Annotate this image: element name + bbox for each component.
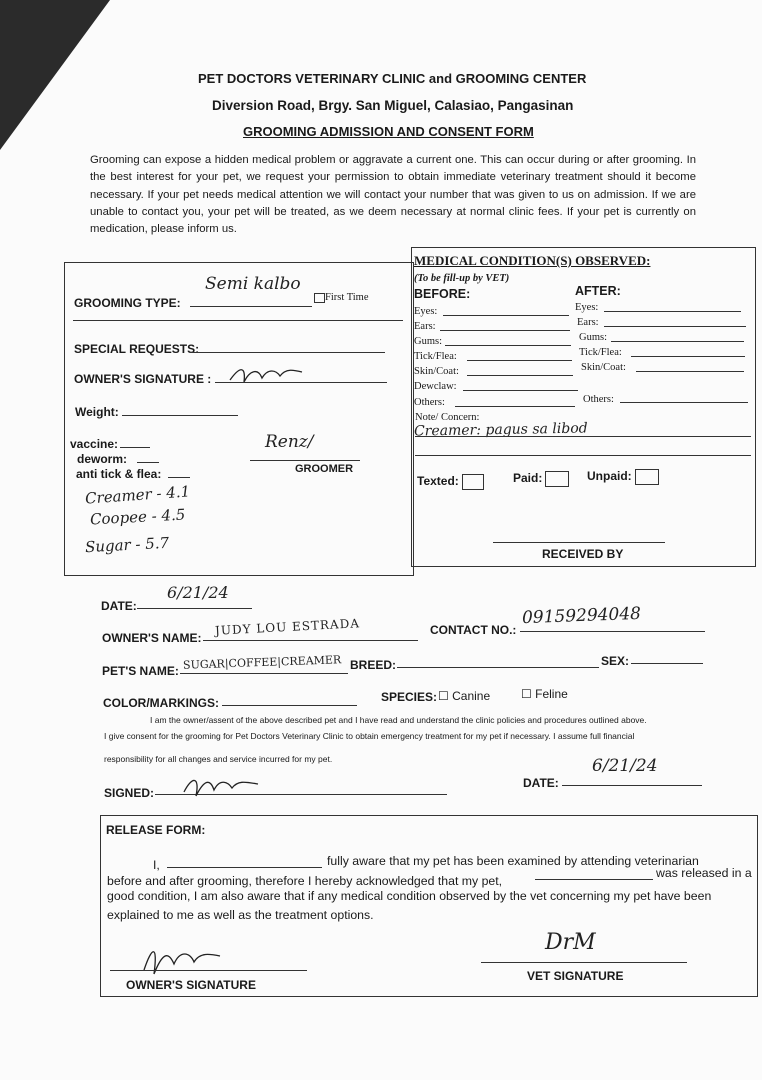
after-others-label: Others: — [583, 394, 614, 405]
paid-option[interactable] — [513, 471, 569, 487]
paid-checkbox[interactable] — [545, 471, 569, 487]
weight-line — [122, 415, 238, 416]
before-label: BEFORE: — [414, 287, 471, 301]
pet-name-label: PET'S NAME: — [102, 664, 179, 678]
consent-text-2: I give consent for the grooming for Pet Doctors Veterinary Clinic to obtain emergency treatment for my pet if necessary. I assume full financial — [104, 731, 635, 741]
contact-line — [520, 631, 705, 632]
anti-tick-label: anti tick & flea: — [76, 467, 162, 481]
texted-label: Texted: — [417, 474, 459, 489]
clinic-address: Diversion Road, Brgy. San Miguel, Calasiao, Pangasinan — [212, 98, 574, 113]
breed-line — [397, 667, 599, 668]
owner-release-signature-line — [110, 970, 307, 971]
release-line1-a: I, — [153, 858, 160, 872]
note-concern-value[interactable]: Creamer: pagus sa libod — [413, 420, 588, 440]
species-label: SPECIES: — [381, 690, 438, 704]
before-dewclaw-line — [463, 390, 578, 391]
after-gums-line — [611, 341, 744, 342]
unpaid-label: Unpaid: — [587, 469, 632, 484]
anti-tick-line — [168, 477, 190, 478]
unpaid-option[interactable] — [587, 469, 659, 485]
grooming-type-line — [190, 306, 312, 307]
vet-signature-value[interactable]: DrM — [545, 930, 596, 955]
intro-paragraph: Grooming can expose a hidden medical problem or aggravate a current one. This can occur during or after grooming. In the best interest for your pet, we request your permission to obtain immediate veterinary treatment should it become necessary. If your pet needs medical attention we will contact your number that was given to us on admission. If we are unable to contact you, your pet will be treated, as we deem necessary at normal clinic fees. If your pet is currently on medication, please inform us. — [90, 154, 696, 236]
medical-condition-title: MEDICAL CONDITION(S) OBSERVED: — [414, 253, 651, 268]
note-line-2 — [415, 455, 751, 456]
after-skincoat-line — [636, 371, 744, 372]
groomer-value[interactable]: Renz/ — [265, 432, 314, 452]
canine-checkbox[interactable]: ☐ — [438, 689, 449, 703]
release-line2-a: before and after grooming, therefore I hereby acknowledged that my pet, — [107, 874, 503, 888]
release-line3: good condition, I am also aware that if any medical condition observed by the vet concerning my pet have been — [107, 889, 712, 903]
before-dewclaw-label: Dewclaw: — [414, 381, 457, 392]
weight-label: Weight: — [75, 405, 119, 419]
after-skincoat-label: Skin/Coat: — [581, 362, 626, 373]
unpaid-checkbox[interactable] — [635, 469, 659, 485]
after-gums-label: Gums: — [579, 332, 608, 343]
medical-condition-subtitle: (To be fill-up by VET) — [414, 273, 510, 284]
vet-signature-label: VET SIGNATURE — [527, 969, 624, 983]
feline-option[interactable] — [521, 687, 568, 701]
after-eyes-label: Eyes: — [575, 302, 599, 313]
color-markings-label: COLOR/MARKINGS: — [103, 696, 219, 710]
before-eyes-line — [443, 315, 569, 316]
deworm-label: deworm: — [77, 452, 128, 466]
release-line1-b: fully aware that my pet has been examined by attending veterinarian — [327, 854, 699, 868]
after-eyes-line — [604, 311, 741, 312]
before-tickflea-line — [467, 360, 572, 361]
before-skincoat-label: Skin/Coat: — [414, 366, 459, 377]
signed-label: SIGNED: — [104, 786, 155, 800]
consent-text-3: responsibility for all changes and service incurred for my pet. — [104, 754, 333, 764]
before-skincoat-line — [467, 375, 573, 376]
release-line2-b: was released in a — [656, 866, 752, 880]
consent-date-label: DATE: — [523, 776, 559, 790]
before-tickflea-label: Tick/Flea: — [414, 351, 457, 362]
release-name-line — [167, 867, 322, 868]
sex-label: SEX: — [601, 654, 630, 668]
signed-scribble — [182, 772, 262, 800]
color-markings-line — [222, 705, 357, 706]
before-eyes-label: Eyes: — [414, 306, 438, 317]
release-line4: explained to me as well as the treatment options. — [107, 908, 374, 922]
release-pet-line — [535, 879, 653, 880]
canine-label: Canine — [452, 689, 491, 703]
owner-name-label: OWNER'S NAME: — [102, 631, 202, 645]
deworm-line — [137, 462, 159, 463]
texted-option[interactable] — [417, 474, 484, 490]
feline-label: Feline — [535, 687, 568, 701]
special-requests-line — [190, 352, 385, 353]
grooming-type-extra-line — [73, 320, 403, 321]
pet-name-value[interactable]: SUGAR|COFFEE|CREAMER — [182, 653, 342, 672]
date-label: DATE: — [101, 599, 137, 613]
canine-option[interactable] — [438, 689, 490, 703]
form-title: GROOMING ADMISSION AND CONSENT FORM — [243, 124, 534, 139]
grooming-type-label: GROOMING TYPE: — [74, 296, 181, 310]
feline-checkbox[interactable]: ☐ — [521, 687, 532, 701]
consent-date-value[interactable]: 6/21/24 — [592, 756, 658, 776]
owner-name-line — [203, 640, 418, 641]
date-value[interactable]: 6/21/24 — [167, 583, 229, 602]
scan-corner-shadow — [0, 0, 110, 150]
contact-label: CONTACT NO.: — [430, 623, 517, 637]
texted-checkbox[interactable] — [462, 474, 484, 490]
consent-text-1: I am the owner/assent of the above described pet and I have read and understand the clinic policies and procedures outlined above. — [150, 715, 647, 725]
before-others-line — [455, 406, 575, 407]
owner-name-value[interactable]: JUDY LOU ESTRADA — [214, 616, 361, 638]
received-by-label: RECEIVED BY — [542, 547, 624, 561]
contact-value[interactable]: 09159294048 — [521, 603, 642, 629]
first-time-option[interactable] — [314, 292, 368, 303]
special-requests-label: SPECIAL REQUESTS: — [74, 342, 200, 356]
first-time-label: First Time — [325, 292, 369, 303]
clinic-name: PET DOCTORS VETERINARY CLINIC and GROOMING CENTER — [198, 71, 587, 86]
weights-note-line-2: Coopee - 4.5 — [89, 505, 186, 529]
after-tickflea-line — [631, 356, 745, 357]
sex-line — [631, 663, 703, 664]
consent-date-line — [562, 785, 702, 786]
vaccine-label: vaccine: — [70, 437, 119, 451]
owner-signature-scribble — [228, 362, 308, 388]
breed-label: BREED: — [350, 658, 397, 672]
before-ears-label: Ears: — [414, 321, 436, 332]
after-tickflea-label: Tick/Flea: — [579, 347, 622, 358]
owner-release-signature-label: OWNER'S SIGNATURE — [126, 978, 256, 992]
release-form-title: RELEASE FORM: — [106, 823, 206, 837]
before-gums-line — [445, 345, 571, 346]
after-label: AFTER: — [575, 284, 621, 298]
weights-note-line-3: Sugar - 5.7 — [84, 533, 170, 557]
owner-release-scribble — [134, 940, 224, 980]
pet-name-line — [180, 673, 348, 674]
date-line — [137, 608, 252, 609]
groomer-line — [250, 460, 360, 461]
note-line-1 — [415, 436, 751, 437]
groomer-label: GROOMER — [295, 463, 354, 475]
received-by-line — [493, 542, 665, 543]
first-time-checkbox[interactable] — [314, 293, 325, 303]
after-ears-label: Ears: — [577, 317, 599, 328]
vet-signature-line — [481, 962, 687, 963]
before-others-label: Others: — [414, 397, 445, 408]
paid-label: Paid: — [513, 471, 543, 486]
after-others-line — [620, 402, 748, 403]
weights-note-line-1: Creamer - 4.1 — [84, 482, 191, 508]
after-ears-line — [604, 326, 746, 327]
note-concern-label: Note/ Concern: — [415, 412, 480, 423]
owner-signature-label: OWNER'S SIGNATURE : — [74, 372, 212, 386]
vaccine-line — [120, 447, 150, 448]
grooming-type-value[interactable]: Semi kalbo — [205, 274, 301, 294]
before-gums-label: Gums: — [414, 336, 443, 347]
before-ears-line — [440, 330, 570, 331]
